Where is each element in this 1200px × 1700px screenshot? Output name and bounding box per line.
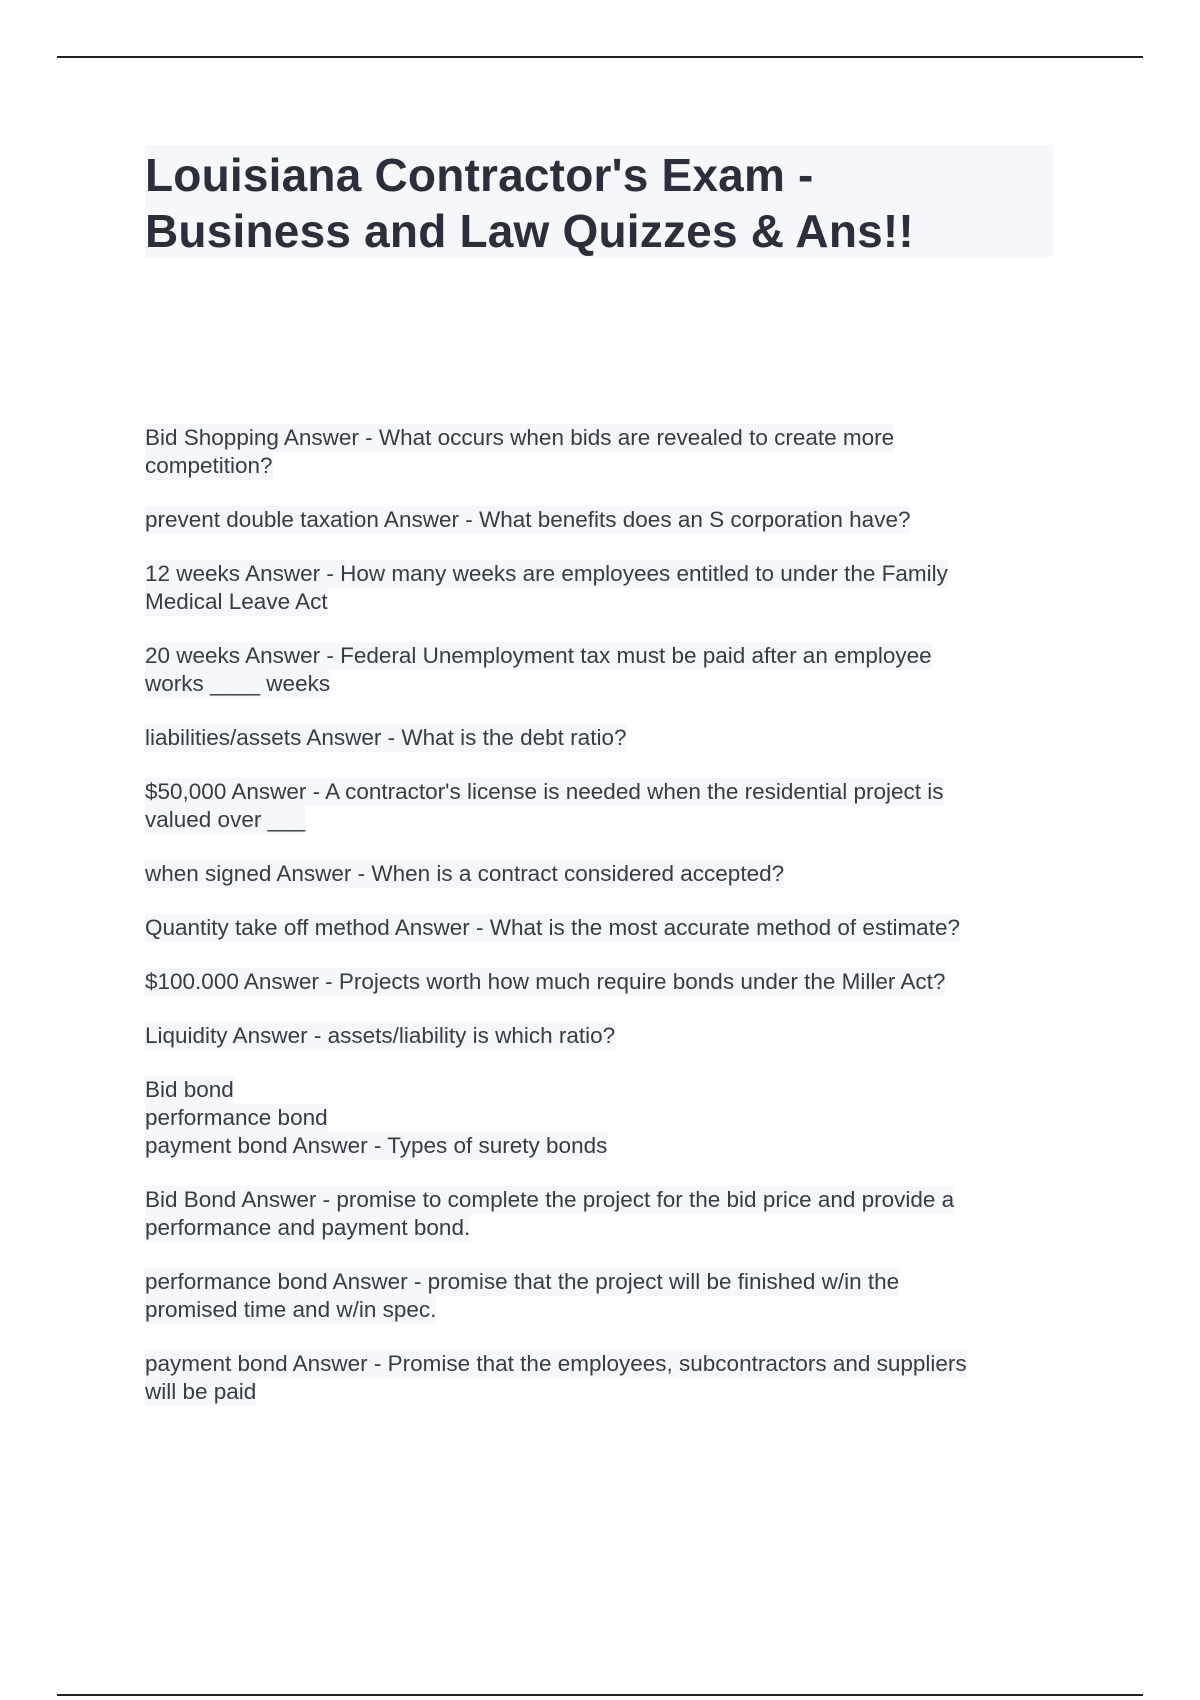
qa-item-line: works ____ weeks	[145, 671, 331, 696]
document-title-line-2: Business and Law Quizzes & Ans!!	[145, 205, 914, 257]
qa-item-line: valued over ___	[145, 807, 306, 832]
qa-item-line: Liquidity Answer - assets/liability is which ratio?	[145, 1023, 616, 1048]
document-title	[145, 147, 1053, 259]
qa-item	[145, 724, 1045, 752]
qa-item-line: Bid bond	[145, 1077, 234, 1102]
qa-item	[145, 1350, 1045, 1406]
qa-item-line: will be paid	[145, 1379, 257, 1404]
qa-item-line: Bid Bond Answer - promise to complete the project for the bid price and provide a	[145, 1187, 955, 1212]
qa-item	[145, 914, 1045, 942]
qa-item	[145, 506, 1045, 534]
qa-item-line: payment bond Answer - Types of surety bonds	[145, 1133, 608, 1158]
bottom-rule	[57, 1694, 1143, 1696]
qa-item	[145, 560, 1045, 616]
document-title-line-1: Louisiana Contractor's Exam -	[145, 149, 814, 201]
qa-item	[145, 968, 1045, 996]
qa-item-line: performance and payment bond.	[145, 1215, 471, 1240]
qa-item	[145, 1076, 1045, 1160]
qa-item-line: performance bond Answer - promise that the project will be finished w/in the	[145, 1269, 900, 1294]
qa-item	[145, 424, 1045, 480]
qa-item-line: $100.000 Answer - Projects worth how much require bonds under the Miller Act?	[145, 969, 946, 994]
qa-item-line: competition?	[145, 453, 273, 478]
qa-item-line: Medical Leave Act	[145, 589, 328, 614]
qa-item	[145, 1186, 1045, 1242]
qa-item	[145, 860, 1045, 888]
qa-item-line: 20 weeks Answer - Federal Unemployment tax must be paid after an employee	[145, 643, 932, 668]
qa-item-line: payment bond Answer - Promise that the employees, subcontractors and suppliers	[145, 1351, 967, 1376]
qa-item-line: prevent double taxation Answer - What benefits does an S corporation have?	[145, 507, 911, 532]
qa-item	[145, 778, 1045, 834]
qa-item-line: liabilities/assets Answer - What is the debt ratio?	[145, 725, 627, 750]
qa-item	[145, 1022, 1045, 1050]
title-block	[145, 145, 1053, 257]
qa-item-line: when signed Answer - When is a contract considered accepted?	[145, 861, 785, 886]
qa-item-line: Quantity take off method Answer - What is the most accurate method of estimate?	[145, 915, 960, 940]
qa-item-line: $50,000 Answer - A contractor's license is needed when the residential project is	[145, 779, 944, 804]
qa-item-line: performance bond	[145, 1105, 328, 1130]
qa-item-line: Bid Shopping Answer - What occurs when bids are revealed to create more	[145, 425, 895, 450]
qa-item	[145, 642, 1045, 698]
qa-item-line: promised time and w/in spec.	[145, 1297, 437, 1322]
qa-list	[145, 424, 1045, 1432]
top-rule	[57, 56, 1143, 58]
qa-item-line: 12 weeks Answer - How many weeks are employees entitled to under the Family	[145, 561, 948, 586]
qa-item	[145, 1268, 1045, 1324]
